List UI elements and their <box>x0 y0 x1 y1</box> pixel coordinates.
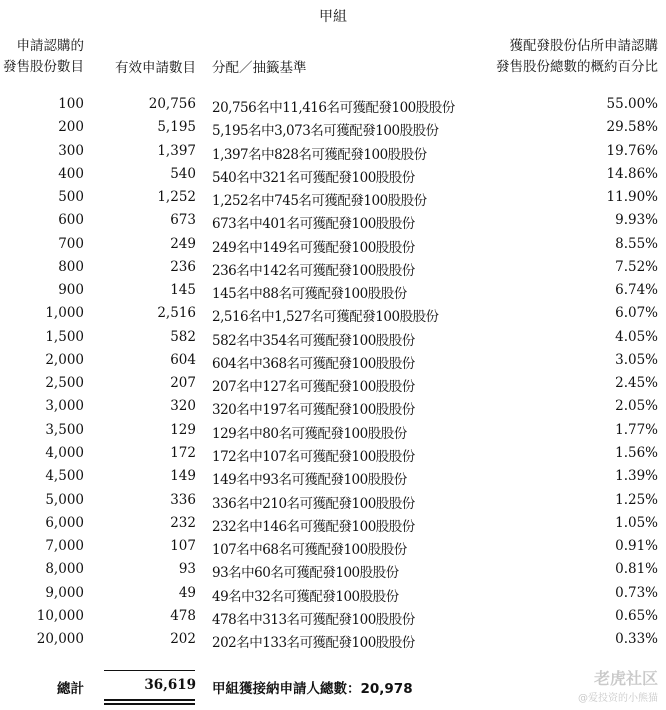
valid-applications-cell: 249 <box>170 235 196 252</box>
allocation-table-body <box>0 94 666 652</box>
total-label: 總計 <box>57 681 84 697</box>
basis-of-allocation-cell: 2,516名中1,527名可獲配發100股股份 <box>212 309 439 326</box>
shares-applied-cell: 800 <box>58 258 84 275</box>
approx-percentage-cell: 1.25% <box>615 491 658 508</box>
shares-applied-cell: 200 <box>58 119 84 136</box>
valid-applications-cell: 93 <box>178 561 196 578</box>
basis-of-allocation-cell: 202名中133名可獲配發100股股份 <box>212 635 415 652</box>
valid-applications-cell: 49 <box>178 584 196 601</box>
shares-applied-cell: 300 <box>58 142 84 159</box>
basis-of-allocation-cell: 540名中321名可獲配發100股股份 <box>212 169 415 186</box>
watermark-handle: @爱投资的小熊猫 <box>578 693 658 704</box>
shares-applied-cell: 7,000 <box>45 538 84 555</box>
approx-percentage-cell: 1.56% <box>615 444 658 461</box>
shares-applied-cell: 8,000 <box>45 561 84 578</box>
table-row <box>0 94 666 117</box>
table-row <box>0 443 666 466</box>
total-row <box>0 675 666 697</box>
total-top-rule <box>104 670 195 671</box>
header-shares-line2: 發售股份數目 <box>3 59 84 75</box>
approx-percentage-cell: 0.73% <box>615 584 658 601</box>
table-row <box>0 606 666 629</box>
valid-applications-cell: 673 <box>170 212 196 229</box>
table-row <box>0 466 666 489</box>
valid-applications-cell: 232 <box>170 514 196 531</box>
approx-percentage-cell: 9.93% <box>615 212 658 229</box>
table-row <box>0 187 666 210</box>
watermark <box>578 666 658 704</box>
shares-applied-cell: 900 <box>58 282 84 299</box>
basis-of-allocation-cell: 1,397名中828名可獲配發100股股份 <box>212 146 427 163</box>
shares-applied-cell: 10,000 <box>36 607 84 624</box>
approx-percentage-cell: 1.77% <box>615 421 658 438</box>
table-row <box>0 141 666 164</box>
valid-applications-cell: 172 <box>170 444 196 461</box>
basis-of-allocation-cell: 93名中60名可獲配發100股股份 <box>212 565 399 582</box>
shares-applied-cell: 3,000 <box>45 398 84 415</box>
table-row <box>0 164 666 187</box>
approx-percentage-cell: 14.86% <box>606 165 658 182</box>
table-row <box>0 536 666 559</box>
shares-applied-cell: 4,000 <box>45 444 84 461</box>
shares-applied-cell: 700 <box>58 235 84 252</box>
header-shares-applied <box>2 36 84 78</box>
basis-of-allocation-cell: 249名中149名可獲配發100股股份 <box>212 239 415 256</box>
valid-applications-cell: 320 <box>170 398 196 415</box>
basis-of-allocation-cell: 207名中127名可獲配發100股股份 <box>212 379 415 396</box>
basis-of-allocation-cell: 336名中210名可獲配發100股股份 <box>212 495 415 512</box>
approx-percentage-cell: 8.55% <box>615 235 658 252</box>
basis-of-allocation-cell: 232名中146名可獲配發100股股份 <box>212 518 415 535</box>
total-double-rule-upper <box>104 699 195 701</box>
basis-of-allocation-cell: 129名中80名可獲配發100股股份 <box>212 425 407 442</box>
table-row <box>0 327 666 350</box>
basis-of-allocation-cell: 49名中32名可獲配發100股股份 <box>212 588 399 605</box>
shares-applied-cell: 2,000 <box>45 351 84 368</box>
approx-percentage-cell: 1.05% <box>615 514 658 531</box>
table-row <box>0 490 666 513</box>
shares-applied-cell: 20,000 <box>36 631 84 648</box>
header-valid-applications: 有效申請數目 <box>115 60 196 76</box>
table-row <box>0 350 666 373</box>
shares-applied-cell: 4,500 <box>45 468 84 485</box>
basis-of-allocation-cell: 673名中401名可獲配發100股股份 <box>212 216 415 233</box>
approx-percentage-cell: 2.45% <box>615 375 658 392</box>
approx-percentage-cell: 0.65% <box>615 607 658 624</box>
basis-of-allocation-cell: 107名中68名可獲配發100股股份 <box>212 542 407 559</box>
table-row <box>0 234 666 257</box>
basis-of-allocation-cell: 320名中197名可獲配發100股股份 <box>212 402 415 419</box>
approx-percentage-cell: 6.74% <box>615 282 658 299</box>
basis-of-allocation-cell: 145名中88名可獲配發100股股份 <box>212 286 407 303</box>
valid-applications-cell: 5,195 <box>157 119 196 136</box>
approx-percentage-cell: 1.39% <box>615 468 658 485</box>
shares-applied-cell: 2,500 <box>45 375 84 392</box>
table-row <box>0 420 666 443</box>
table-row <box>0 513 666 536</box>
header-approx-percentage <box>440 36 658 78</box>
table-row <box>0 373 666 396</box>
valid-applications-cell: 1,252 <box>157 189 196 206</box>
approx-percentage-cell: 11.90% <box>606 189 658 206</box>
valid-applications-cell: 20,756 <box>148 96 196 112</box>
approx-percentage-cell: 7.52% <box>615 258 658 275</box>
table-row <box>0 257 666 280</box>
shares-applied-cell: 3,500 <box>45 421 84 438</box>
basis-of-allocation-cell: 582名中354名可獲配發100股股份 <box>212 332 415 349</box>
shares-applied-cell: 9,000 <box>45 584 84 601</box>
approx-percentage-cell: 0.81% <box>615 561 658 578</box>
shares-applied-cell: 100 <box>58 96 84 112</box>
header-pct-line1: 獲配發股份佔所申請認購 <box>509 38 658 54</box>
shares-applied-cell: 600 <box>58 212 84 229</box>
basis-of-allocation-cell: 20,756名中11,416名可獲配發100股股份 <box>212 100 455 116</box>
table-row <box>0 396 666 419</box>
approx-percentage-cell: 55.00% <box>606 96 658 112</box>
table-row <box>0 303 666 326</box>
basis-of-allocation-cell: 172名中107名可獲配發100股股份 <box>212 448 415 465</box>
valid-applications-cell: 236 <box>170 258 196 275</box>
approx-percentage-cell: 0.91% <box>615 538 658 555</box>
table-row <box>0 583 666 606</box>
shares-applied-cell: 6,000 <box>45 514 84 531</box>
valid-applications-cell: 540 <box>170 165 196 182</box>
basis-of-allocation-cell: 604名中368名可獲配發100股股份 <box>212 355 415 372</box>
total-applications: 36,619 <box>144 677 196 693</box>
approx-percentage-cell: 0.33% <box>615 631 658 648</box>
table-row <box>0 280 666 303</box>
valid-applications-cell: 2,516 <box>157 305 196 322</box>
shares-applied-cell: 1,000 <box>45 305 84 322</box>
valid-applications-cell: 107 <box>170 538 196 555</box>
shares-applied-cell: 5,000 <box>45 491 84 508</box>
approx-percentage-cell: 29.58% <box>606 119 658 136</box>
shares-applied-cell: 400 <box>58 165 84 182</box>
basis-of-allocation-cell: 1,252名中745名可獲配發100股股份 <box>212 193 427 210</box>
header-pct-line2: 發售股份總數的概約百分比 <box>496 59 658 75</box>
valid-applications-cell: 129 <box>170 421 196 438</box>
valid-applications-cell: 582 <box>170 328 196 345</box>
valid-applications-cell: 207 <box>170 375 196 392</box>
valid-applications-cell: 149 <box>170 468 196 485</box>
basis-of-allocation-cell: 149名中93名可獲配發100股股份 <box>212 472 407 489</box>
valid-applications-cell: 478 <box>170 607 196 624</box>
header-basis-of-allocation: 分配／抽籤基準 <box>212 60 307 76</box>
header-shares-line1: 申請認購的 <box>16 38 84 54</box>
shares-applied-cell: 500 <box>58 189 84 206</box>
basis-of-allocation-cell: 236名中142名可獲配發100股股份 <box>212 262 415 279</box>
approx-percentage-cell: 6.07% <box>615 305 658 322</box>
approx-percentage-cell: 3.05% <box>615 351 658 368</box>
valid-applications-cell: 202 <box>170 631 196 648</box>
watermark-brand: 老虎社区 <box>593 669 658 688</box>
table-row <box>0 629 666 652</box>
shares-applied-cell: 1,500 <box>45 328 84 345</box>
valid-applications-cell: 336 <box>170 491 196 508</box>
approx-percentage-cell: 19.76% <box>606 142 658 159</box>
approx-percentage-cell: 4.05% <box>615 328 658 345</box>
basis-of-allocation-cell: 478名中313名可獲配發100股股份 <box>212 611 415 628</box>
basis-of-allocation-cell: 5,195名中3,073名可獲配發100股股份 <box>212 123 439 140</box>
total-accepted-applicants-note: 甲組獲接納申請人總數：20,978 <box>212 681 413 697</box>
approx-percentage-cell: 2.05% <box>615 398 658 415</box>
valid-applications-cell: 604 <box>170 351 196 368</box>
table-row <box>0 117 666 140</box>
table-title: 甲組 <box>319 9 347 25</box>
table-row <box>0 559 666 582</box>
valid-applications-cell: 145 <box>170 282 196 299</box>
table-row <box>0 210 666 233</box>
valid-applications-cell: 1,397 <box>157 142 196 159</box>
total-double-rule-lower <box>104 703 195 705</box>
